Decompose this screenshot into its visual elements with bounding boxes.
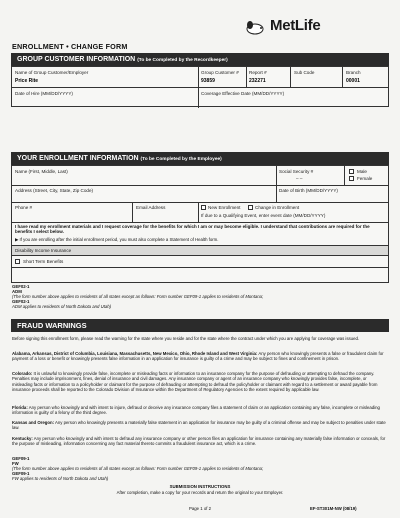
branch-value[interactable]: 00001 (346, 78, 360, 84)
short-term-benefits-checkbox[interactable] (15, 259, 20, 264)
customer-name-label: Name of Group Customer/Employer (15, 70, 89, 75)
gef09-note-line1: (The form number above applies to residents of all states except as follows: Form number GEF09-1 applies to residents of Montana; (12, 466, 264, 471)
coverage-date-label: Coverage Effective Date (MM/DD/YYYY) (201, 91, 285, 96)
full-name-label: Name (First, Middle, Last) (15, 169, 68, 174)
fraud-text-5: Any person who knowingly and with intent to defraud any insurance company or other person files an application for insurance containing any materially false information or conceals, for the purpose of misleading, information concerning any fact material thereto commits a fraudulent insurance act, which is a crime. (12, 436, 386, 447)
statement-of-health-text: If you are enrolling after the initial enrollment period, you must also complete a Statement of Health form. (19, 237, 219, 242)
gef02-note-line2: ADM applies to residents of North Dakota and Utah) (12, 304, 112, 309)
male-checkbox[interactable] (349, 169, 354, 174)
male-label: Male (357, 169, 367, 174)
phone-label: Phone # (15, 205, 33, 210)
qualifying-event-label: If due to a Qualifying Event, enter event date (MM/DD/YYYY) (201, 213, 326, 218)
form-number: EF-ST301M-NW (08/19) (310, 506, 357, 511)
sub-code-label: Sub Code (294, 70, 315, 75)
fraud-title: FRAUD WARNINGS (17, 321, 87, 330)
branch-label: Branch (346, 70, 361, 75)
fraud-text-2: It is unlawful to knowingly provide false, incomplete or misleading facts or information to an insurance company for the purpose of defrauding or attempting to defraud the company. Penalties may include imprisonment, fines, denial of insurance and civil damages. Any insurance company or agent of an insurance company who knowingly provides false, incomplete, or misleading facts or information to a policyholder or claimant for the purpose of defrauding or attempting to defraud the policyholder or claimant with regard to a settlement or award payable from insurance proceeds shall be reported to the Colorado Division of Insurance within the Department of Regulatory Agencies to the extent required by applicable law. (12, 371, 378, 392)
enrollment-subtitle: (To be Completed by the Employee) (140, 157, 222, 162)
fraud-warning-colorado (12, 371, 388, 392)
new-enrollment-checkbox[interactable] (201, 205, 206, 210)
brand-name: MetLife (270, 17, 321, 34)
fraud-warning-florida (12, 405, 388, 416)
fraud-text-4: Any person who knowingly presents a materially false statement in an application for insurance may be guilty of a criminal offense and may be subject to penalties under state law. (12, 420, 386, 431)
gef09-code: GEF09-1 (12, 456, 30, 461)
fraud-states-2: Colorado: (12, 371, 33, 376)
ssn-label: Social Security # (279, 169, 314, 174)
gef02-note-line1: (The form number above applies to residents of all states except as follows: Form number GEF09-1 applies to residents of Montana; (12, 294, 264, 299)
fraud-text-3: Any person who knowingly and with intent to injure, defraud or deceive any insurance company files a statement of claim or an application containing any false, incomplete or misleading information is guilty of a felony of the third degree. (12, 405, 380, 416)
fraud-intro: Before signing this enrollment form, please read the warning for the state where you reside and for the state where the contract under which you are applying for coverage was issued. (12, 336, 360, 341)
fraud-warning-kentucky (12, 436, 388, 447)
gef02-code: GEF02-1 (12, 284, 30, 289)
fraud-warning-kansas-oregon (12, 420, 388, 431)
fraud-text-1: Any person who knowingly presents a false or fraudulent claim for payment of a loss or benefit or knowingly presents false information in an application for insurance is guilty of a crime and may be subject to fines and confinement in prison. (12, 351, 384, 362)
female-label: Female (357, 176, 373, 181)
new-enrollment-label: New Enrollment (208, 205, 241, 210)
fraud-states-1: Alabama, Arkansas, District of Columbia, Louisiana, Massachusetts, New Mexico, Ohio, Rhode Island and West Virginia: (12, 351, 258, 356)
fraud-states-3: Florida: (12, 405, 28, 410)
page-number: Page 1 of 2 (189, 506, 211, 511)
group-info-subtitle: (To be Completed by the Recordkeeper) (137, 58, 228, 63)
date-of-hire-label: Date of Hire (MM/DD/YYYY) (15, 91, 73, 96)
group-info-box (11, 66, 389, 107)
dob-label: Date of Birth (MM/DD/YYYY) (279, 188, 338, 193)
gef09-fw: FW (12, 461, 19, 466)
group-number-value[interactable]: 93859 (201, 78, 215, 84)
change-enrollment-label: Change in Enrollment (255, 205, 300, 210)
metlife-logo (244, 17, 394, 47)
group-info-title: GROUP CUSTOMER INFORMATION (17, 56, 136, 63)
change-enrollment-checkbox[interactable] (248, 205, 253, 210)
fraud-states-5: Kentucky: (12, 436, 33, 441)
submission-title: SUBMISSION INSTRUCTIONS (169, 484, 231, 489)
female-checkbox[interactable] (349, 176, 354, 181)
gef02-adm: ADM (12, 289, 22, 294)
coverage-statement: I have read my enrollment materials and I request coverage for the benefits for which I am or may become eligible. I understand that contributions are required for the benefits I select below. (15, 224, 370, 235)
enrollment-box (11, 165, 389, 283)
enrollment-title: YOUR ENROLLMENT INFORMATION (17, 155, 139, 162)
group-number-label: Group Customer # (201, 70, 239, 75)
fraud-warning-multi-state (12, 351, 388, 362)
form-title: ENROLLMENT • CHANGE FORM (12, 42, 128, 51)
fraud-header (11, 319, 389, 332)
enrollment-header (11, 152, 389, 165)
snoopy-icon (244, 19, 266, 35)
customer-name-value[interactable]: Price Rite (15, 78, 39, 84)
short-term-benefits-label: Short Term Benefits (23, 259, 64, 264)
disability-heading: Disability Income Insurance (15, 248, 72, 253)
fraud-states-4: Kansas and Oregon: (12, 420, 55, 425)
gef09-code2: GEF09-1 (12, 471, 30, 476)
address-label: Address (Street, City, State, Zip Code) (15, 188, 94, 193)
gef09-note-line2: FW applies to residents of North Dakota and Utah) (12, 476, 109, 481)
group-info-header (11, 53, 389, 66)
email-label: Email Address (136, 205, 166, 210)
report-number-value[interactable]: 232271 (249, 78, 266, 84)
ssn-separators[interactable]: – – (296, 176, 303, 181)
gef02-code2: GEF02-1 (12, 299, 30, 304)
statement-of-health-note: ▶ If you are enrolling after the initial enrollment period, you must also complete a Statement of Health form. (15, 237, 219, 242)
report-number-label: Report # (249, 70, 267, 75)
submission-text: After completion, make a copy for your records and return the original to your Employer. (116, 490, 284, 495)
